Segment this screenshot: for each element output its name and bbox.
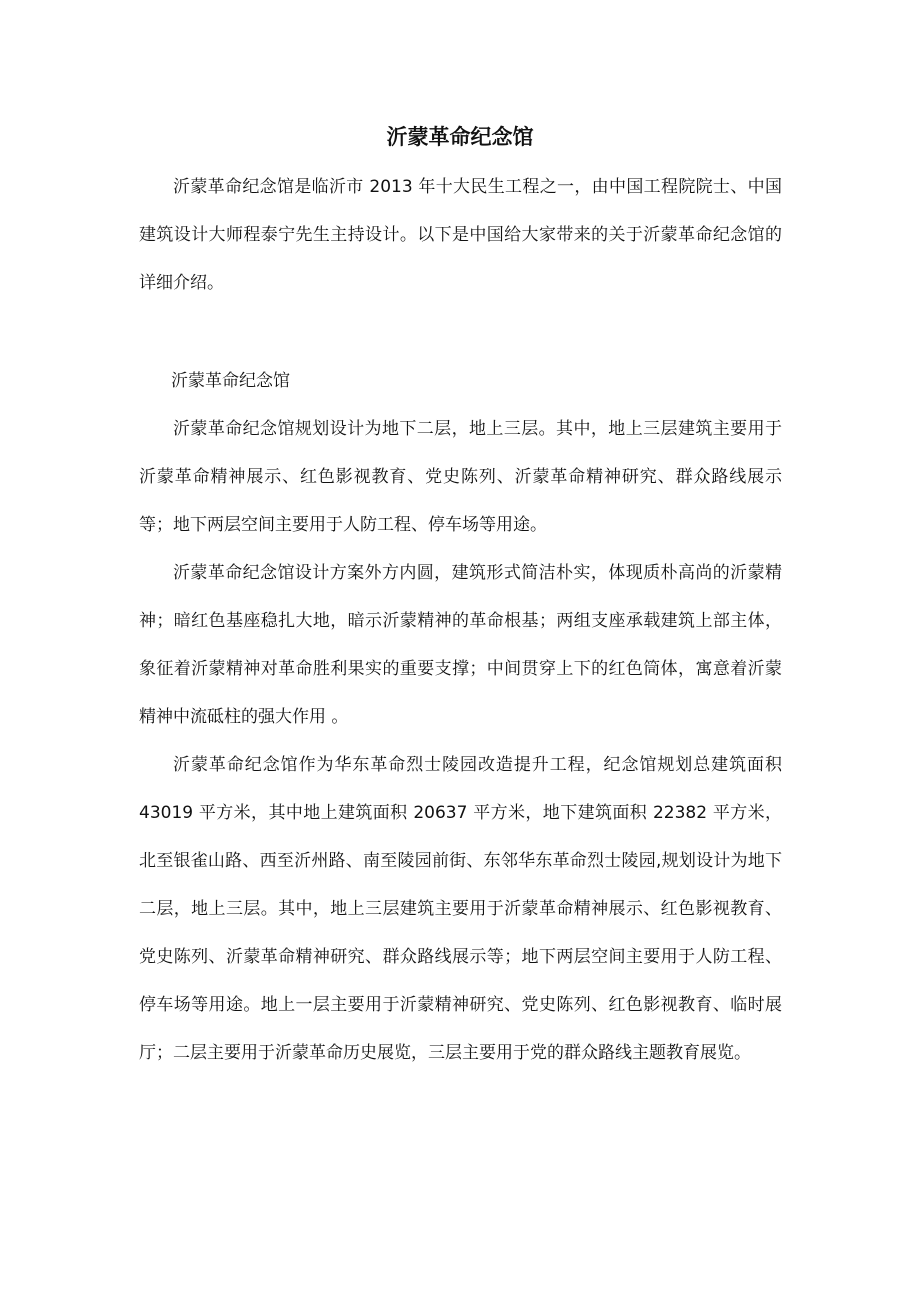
section-subheading: 沂蒙革命纪念馆 — [171, 371, 290, 391]
document-title: 沂蒙革命纪念馆 — [386, 125, 534, 149]
intro-section — [139, 163, 782, 307]
body-paragraph-2: 沂蒙革命纪念馆设计方案外方内圆，建筑形式简洁朴实，体现质朴高尚的沂蒙精神；暗红色基座稳扎大地，暗示沂蒙精神的革命根基；两组支座承载建筑上部主体，象征着沂蒙精神对革命胜利果实的重要支撑；中间贯穿上下的红色筒体，寓意着沂蒙精神中流砥柱的强大作用 。 — [139, 563, 782, 727]
body-paragraph-1: 沂蒙革命纪念馆规划设计为地下二层，地上三层。其中，地上三层建筑主要用于沂蒙革命精神展示、红色影视教育、党史陈列、沂蒙革命精神研究、群众路线展示等；地下两层空间主要用于人防工程、停车场等用途。 — [139, 419, 782, 535]
body-paragraph-3: 沂蒙革命纪念馆作为华东革命烈士陵园改造提升工程，纪念馆规划总建筑面积 43019 平方米，其中地上建筑面积 20637 平方米，地下建筑面积 22382 平方米，北至银雀山路、西至沂州路、南至陵园前街、东邻华东革命烈士陵园,规划设计为地下二层，地上三层。其中，地上三层建筑主要用于沂蒙革命精神展示、红色影视教育、党史陈列、沂蒙革命精神研究、群众路线展示等；地下两层空间主要用于人防工程、停车场等用途。地上一层主要用于沂蒙精神研究、党史陈列、红色影视教育、临时展厅；二层主要用于沂蒙革命历史展览，三层主要用于党的群众路线主题教育展览。 — [139, 755, 782, 1063]
intro-paragraph: 沂蒙革命纪念馆是临沂市 2013 年十大民生工程之一，由中国工程院院士、中国建筑设计大师程泰宁先生主持设计。以下是中国给大家带来的关于沂蒙革命纪念馆的详细介绍。 — [139, 177, 782, 293]
body-section — [139, 405, 782, 1077]
